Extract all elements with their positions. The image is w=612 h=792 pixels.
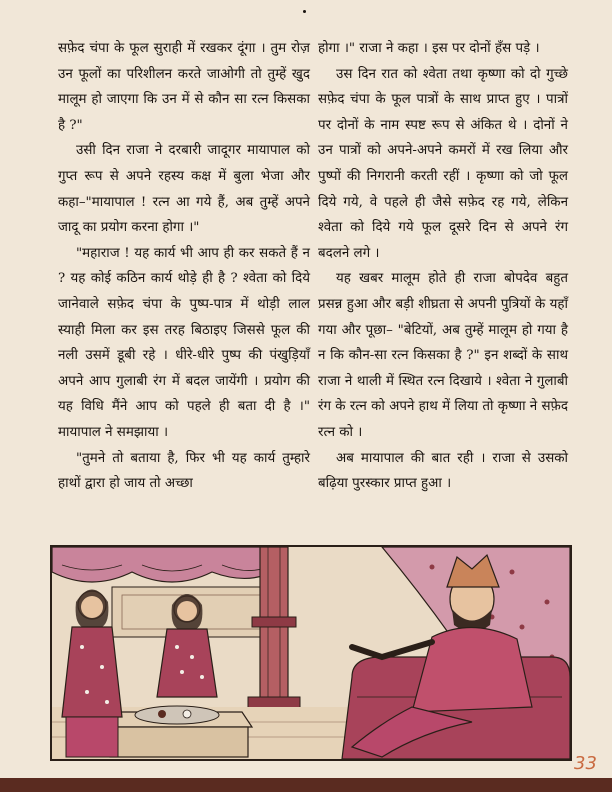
- paragraph-2: उसी दिन राजा ने दरबारी जादूगर मायापाल को गुप्त रूप से अपने रहस्य कक्ष में बुला भेजा और कहा–"मायापाल ! रत्न आ गये हैं, अब तुम्हें अपने जादू का प्रयोग करना होगा ।": [58, 143, 310, 236]
- paragraph-1: सफ़ेद चंपा के फूल सुराही में रखकर दूंगा । तुम रोज़ उन फूलों का परिशीलन करते जाओगी तो तुम्हें खुद मालूम हो जाएगा कि उन में से कौन सा रत्न किसका है ?": [58, 41, 310, 133]
- paragraph-6: उस दिन रात को श्वेता तथा कृष्णा को दो गुच्छे सफ़ेद चंपा के फूल पात्रों के साथ प्राप्त हुए । पात्रों पर दोनों के नाम स्पष्ट रूप से अंकित थे । दोनों ने उन पात्रों को अपने-अपने कमरों में रख लिया और पुष्पों की निगरानी करती रहीं । कृष्णा को जो फूल दिये गये, वे पहले ही जैसे सफ़ेद रह गये, लेकिन श्वेता को दिये गये फूल दूसरे दिन से अपने रंग बदलने लगे ।: [318, 66, 568, 261]
- paragraph-4: "तुमने तो बताया है, फिर भी यह कार्य तुम्हारे हाथों द्वारा हो जाय तो अच्छा: [58, 450, 310, 492]
- paragraph-8: अब मायापाल की बात रही । राजा से उसको बढ़िया पुरस्कार प्राप्त हुआ ।: [318, 450, 568, 492]
- paragraph-3: "महाराज ! यह कार्य भी आप ही कर सकते हैं न ? यह कोई कठिन कार्य थोड़े ही है ? श्वेता को दिये जानेवाले सफ़ेद चंपा के पुष्प-पात्र में थोड़ी लाल स्याही मिला कर इस तरह बिठाइए जिससे फूल की नली उसमें डूबी रहे । धीरे-धीरे पुष्प की पंखुड़ियाँ अपने आप गुलाबी रंग में बदल जायेंगी । प्रयोग की यह विधि मैंने आप को पहले ही बता दी है ।" मायापाल ने समझाया ।: [58, 245, 310, 440]
- page-number: 33: [574, 753, 597, 774]
- story-illustration: [50, 545, 572, 761]
- bottom-band: [0, 778, 612, 792]
- illustration-scene: [52, 547, 570, 759]
- left-column: [58, 36, 310, 497]
- top-dot: [303, 10, 306, 13]
- paragraph-7: यह खबर मालूम होते ही राजा बोपदेव बहुत प्रसन्न हुआ और बड़ी शीघ्रता से अपनी पुत्रियों के यहाँ गया और पूछा– "बेटियों, अब तुम्हें मालूम हो गया है न कि कौन-सा रत्न किसका है ?" इन शब्दों के साथ राजा ने थाली में स्थित रत्न दिखाये । श्वेता ने गुलाबी रंग के रत्न को अपने हाथ में लिया तो कृष्णा ने सफ़ेद रत्न को ।: [318, 271, 568, 440]
- paragraph-5: होगा ।" राजा ने कहा । इस पर दोनों हँस पड़े ।: [318, 41, 540, 56]
- right-column: [318, 36, 568, 497]
